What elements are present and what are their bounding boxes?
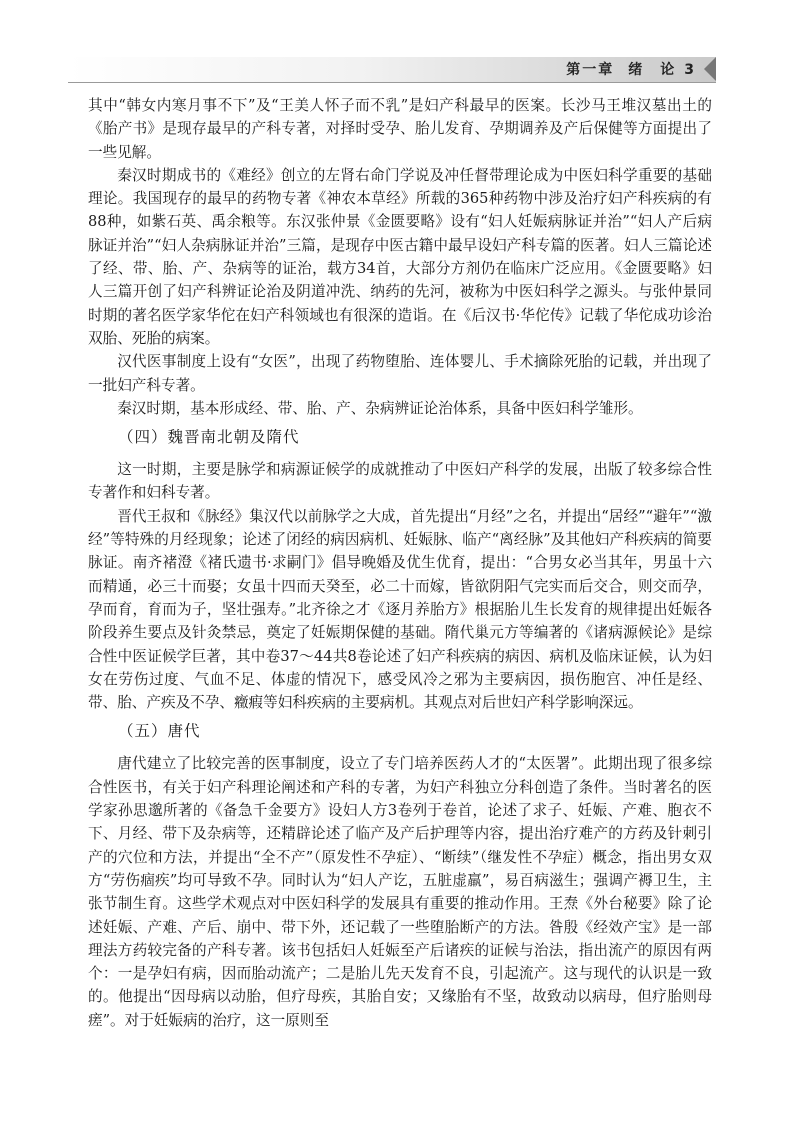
chapter-title: 绪 论 [628, 62, 677, 78]
page-number: 3 [684, 62, 696, 78]
page-body [88, 94, 712, 1032]
section-heading-4: （四）魏晋南北朝及隋代 [118, 428, 300, 447]
header-rule [68, 82, 716, 83]
running-header [566, 59, 696, 79]
paragraph: 秦汉时期，基本形成经、带、胎、产、杂病辨证论治体系，具备中医妇科学雏形。 [117, 399, 643, 417]
paragraph: 其中“韩女内寒月事不下”及“王美人怀子而不乳”是妇产科最早的医案。长沙马王堆汉墓出土的《胎产书》是现存最早的产科专著，对择时受孕、胎儿发育、孕期调养及产后保健等方面提出了一些见解。 [88, 97, 712, 161]
page-tab-arrow-icon [704, 57, 716, 81]
section-heading-5: （五）唐代 [118, 722, 201, 741]
paragraph: 唐代建立了比较完善的医事制度，设立了专门培养医药人才的“太医署”。此期出现了很多综合性医书，有关于妇产科理论阐述和产科的专著，为妇产科独立分科创造了条件。当时著名的医学家孙思邈所著的《备急千金要方》设妇人方3卷列于卷首，论述了求子、妊娠、产难、胞衣不下、月经、带下及杂病等，还精辟论述了临产及产后护理等内容，提出治疗难产的方药及针刺引产的穴位和方法，并提出“全不产”（原发性不孕症）、“断续”（继发性不孕症）概念，指出男女双方“劳伤痼疾”均可导致不孕。同时认为“妇人产讫，五脏虚羸”，易百病滋生；强调产褥卫生，主张节制生育。这些学术观点对中医妇科学的发展具有重要的推动作用。王焘《外台秘要》除了论述妊娠、产难、产后、崩中、带下外，还记载了一些堕胎断产的方法。昝殷《经效产宝》是一部理法方药较完备的产科专著。该书包括妇人妊娠至产后诸疾的证候与治法，指出流产的原因有两个：一是孕妇有病，因而胎动流产；二是胎儿先天发育不良，引起流产。这与现代的认识是一致的。他提出“因母病以动胎，但疗母疾，其胎自安；又缘胎有不坚，故致动以病母，但疗胎则母瘥”。对于妊娠病的治疗，这一原则至 [88, 755, 712, 1029]
paragraph: 汉代医事制度上设有“女医”，出现了药物堕胎、连体婴儿、手术摘除死胎的记载，并出现了一批妇产科专著。 [88, 353, 712, 394]
paragraph: 秦汉时期成书的《难经》创立的左肾右命门学说及冲任督带理论成为中医妇科学重要的基础理论。我国现存的最早的药物专著《神农本草经》所载的365种药物中涉及治疗妇产科疾病的有88种，如紫石英、禹余粮等。东汉张仲景《金匮要略》设有“妇人妊娠病脉证并治”“妇人产后病脉证并治”“妇人杂病脉证并治”三篇，是现存中医古籍中最早设妇产科专篇的医著。妇人三篇论述了经、带、胎、产、杂病等的证治，载方34首，大部分方剂仍在临床广泛应用。《金匮要略》妇人三篇开创了妇产科辨证论治及阴道冲洗、纳药的先河，被称为中医妇科学之源头。与张仲景同时期的著名医学家华佗在妇产科领域也有很深的造诣。在《后汉书·华佗传》记载了华佗成功诊治双胎、死胎的病案。 [88, 166, 712, 347]
paragraph: 这一时期，主要是脉学和病源证候学的成就推动了中医妇产科学的发展，出版了较多综合性专著作和妇科专著。 [88, 461, 712, 502]
chapter-label: 第一章 [566, 62, 615, 78]
paragraph: 晋代王叔和《脉经》集汉代以前脉学之大成，首先提出“月经”之名，并提出“居经”“避年”“激经”等特殊的月经现象；论述了闭经的病因病机、妊娠脉、临产“离经脉”及其他妇产科疾病的简要脉证。南齐褚澄《褚氏遗书·求嗣门》倡导晚婚及优生优育，提出：“合男女必当其年，男虽十六而精通，必三十而娶；女虽十四而天癸至，必二十而嫁，皆欲阴阳气完实而后交合，则交而孕，孕而育，育而为子，坚壮强寿。”北齐徐之才《逐月养胎方》根据胎儿生长发育的规律提出妊娠各阶段养生要点及针灸禁忌，奠定了妊娠期保健的基础。隋代巢元方等编著的《诸病源候论》是综合性中医证候学巨著，其中卷37～44共8卷论述了妇产科疾病的病因、病机及临床证候，认为妇女在劳伤过度、气血不足、体虚的情况下，感受风冷之邪为主要病因，损伤胞宫、冲任是经、带、胎、产疾及不孕、癥瘕等妇科疾病的主要病机。其观点对后世妇产科学影响深远。 [88, 507, 712, 712]
